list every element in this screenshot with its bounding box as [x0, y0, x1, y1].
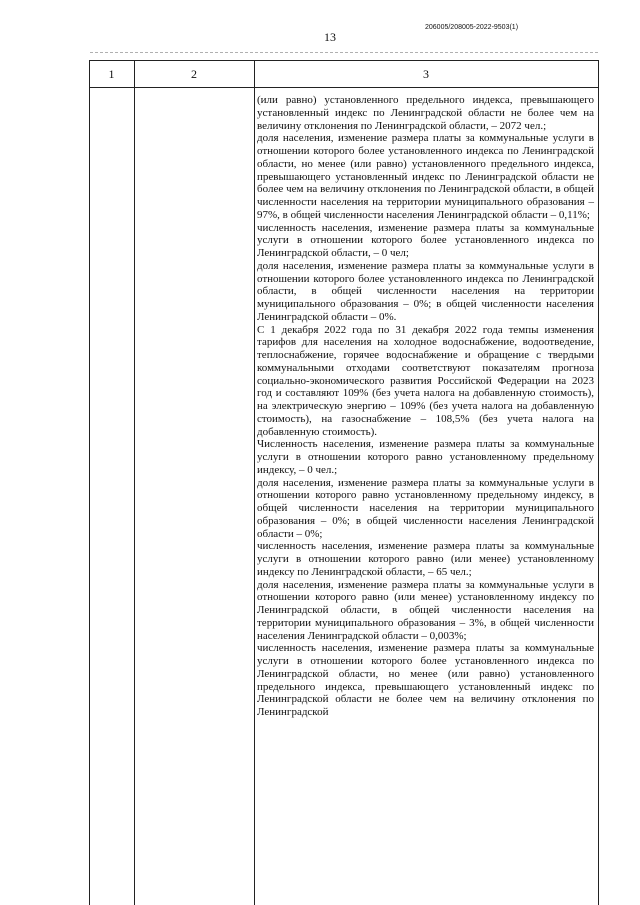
page-number: 13: [324, 30, 336, 44]
column-divider-2: [254, 60, 255, 905]
paragraph: численность населения, изменение размера платы за коммунальные услуги в отношении которого более установленного индекса по Ленинградской области, но менее (или равно) установленного предельного индекса, превышающего установленный индекс по Ленинградской области не более чем на величину отклонения по Ленинградской: [257, 642, 594, 718]
scan-edge-line: [90, 52, 598, 53]
column-header-3: 3: [423, 67, 429, 81]
column-3-text: [257, 94, 594, 719]
paragraph: доля населения, изменение размера платы за коммунальные услуги в отношении которого более установленного индекса по Ленинградской области, в общей численности населения на территории муниципального образования – 0%; в общей численности населения Ленинградской области – 0%.: [257, 259, 594, 323]
paragraph: Численность населения, изменение размера платы за коммунальные услуги в отношении которого равно установленному предельному индексу, – 0 чел.;: [257, 438, 594, 476]
paragraph: доля населения, изменение размера платы за коммунальные услуги в отношении которого равно установленному предельному индексу, в общей численности населения на территории муниципального образования – 0%; в общей численности населения Ленинградской области – 0%;: [257, 476, 594, 540]
document-id: 206005/208005-2022-9503(1): [425, 24, 519, 31]
paragraph: С 1 декабря 2022 года по 31 декабря 2022 года темпы изменения тарифов для населения на холодное водоснабжение, водоотведение, теплоснабжение, горячее водоснабжение и обращение с твердыми коммунальными отходами соответствуют показателям прогноза социально-экономического развития Российской Федерации на 2023 год и составляют 109% (без учета налога на добавленную стоимость), на электрическую энергию – 109% (без учета налога на добавленную стоимость), на газоснабжение – 108,5% (без учета налога на добавленную стоимость).: [257, 323, 594, 438]
table-border-top: [89, 60, 599, 61]
column-header-1: 1: [108, 67, 115, 81]
header-divider: [89, 87, 599, 88]
paragraph: численность населения, изменение размера платы за коммунальные услуги в отношении которого равно (или менее) установленному индексу по Ленинградской области, – 65 чел.;: [257, 540, 594, 578]
table-border-left: [89, 60, 90, 905]
paragraph: доля населения, изменение размера платы за коммунальные услуги в отношении которого более установленного индекса по Ленинградской области, но менее (или равно) установленного предельного индекса, превышающего установленный индекс по Ленинградской области не более чем на величину отклонения по Ленинградской области, в общей численности населения на территории муниципального образования – 97%, в общей численности населения Ленинградской области – 0,11%;: [257, 132, 594, 221]
table-border-right: [598, 60, 599, 905]
paragraph: (или равно) установленного предельного индекса, превышающего установленный индекс по Ленинградской области не более чем на величину отклонения по Ленинградской области, – 2072 чел.;: [257, 94, 594, 132]
column-header-2: 2: [191, 67, 197, 81]
paragraph: доля населения, изменение размера платы за коммунальные услуги в отношении которого равно (или менее) установленному индексу по Ленинградской области, в общей численности населения на территории муниципального образования – 3%, в общей численности населения Ленинградской области – 0,003%;: [257, 578, 594, 642]
column-divider-1: [134, 60, 135, 905]
paragraph: численность населения, изменение размера платы за коммунальные услуги в отношении которого более установленного индекса по Ленинградской области, – 0 чел;: [257, 221, 594, 259]
